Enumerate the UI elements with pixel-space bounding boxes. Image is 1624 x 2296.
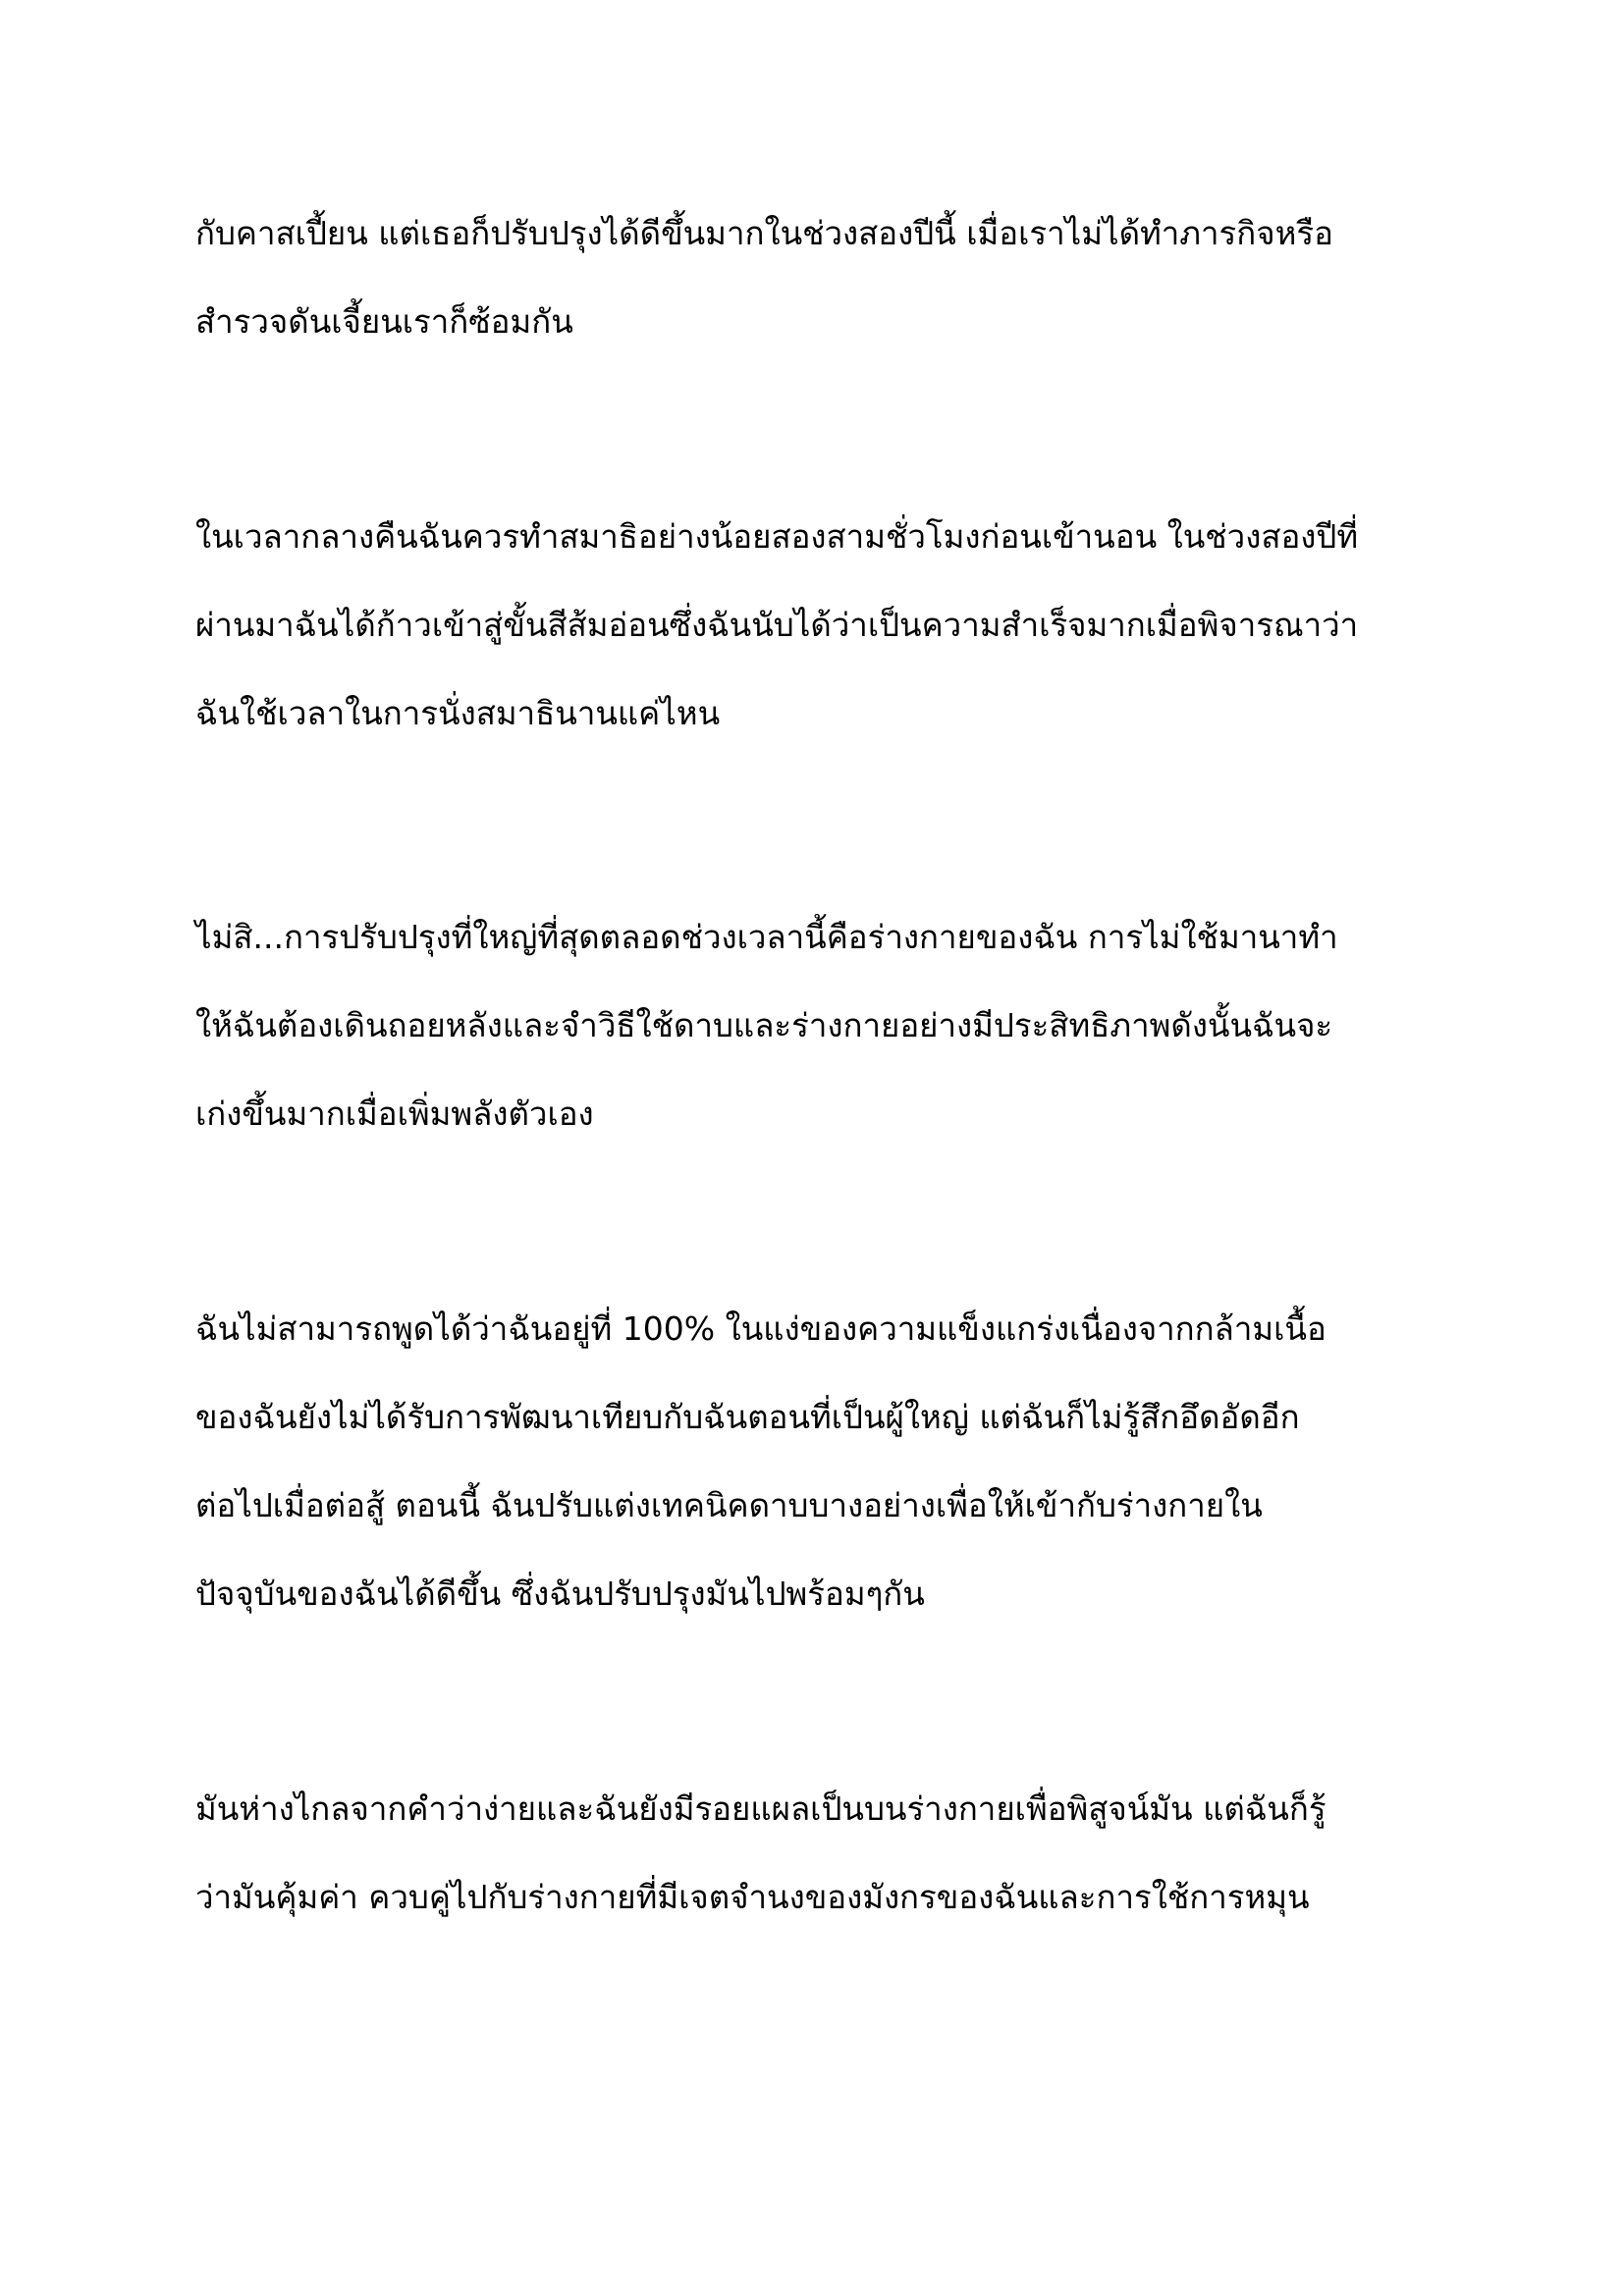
paragraph-3-line-1: ไม่สิ...การปรับปรุงที่ใหญ่ที่สุดตลอดช่วงเวลานี้คือร่างกายของฉัน การไม่ใช้มานาทำ [195, 918, 1338, 956]
paragraph-5-line-2: ว่ามันคุ้มค่า ควบคู่ไปกับร่างกายที่มีเจตจำนงของมังกรของฉันและการใช้การหมุน [195, 1878, 1310, 1916]
paragraph-4-line-1: ฉันไม่สามารถพูดได้ว่าฉันอยู่ที่ 100% ในแง่ของความแข็งแกร่งเนื่องจากกล้ามเนื้อ [195, 1309, 1326, 1348]
paragraph-3-line-3: เก่งขึ้นมากเมื่อเพิ่มพลังตัวเอง [195, 1095, 594, 1133]
paragraph-2-line-3: ฉันใช้เวลาในการนั่งสมาธินานแค่ไหน [195, 694, 721, 732]
paragraph-3-line-2: ให้ฉันต้องเดินถอยหลังและจำวิธีใช้ดาบและร่างกายอย่างมีประสิทธิภาพดังนั้นฉันจะ [195, 1006, 1333, 1044]
paragraph-4-line-3: ต่อไปเมื่อต่อสู้ ตอนนี้ ฉันปรับแต่งเทคนิคดาบบางอย่างเพื่อให้เข้ากับร่างกายใน [195, 1486, 1263, 1524]
paragraph-1-line-1: กับคาสเปี้ยน แต่เธอก็ปรับปรุงได้ดีขึ้นมากในช่วงสองปีนี้ เมื่อเราไม่ได้ทำภารกิจหรือ [195, 214, 1333, 252]
paragraph-4-line-4: ปัจจุบันของฉันได้ดีขึ้น ซึ่งฉันปรับปรุงมันไปพร้อมๆกัน [195, 1575, 925, 1613]
paragraph-4-line-2: ของฉันยังไม่ได้รับการพัฒนาเทียบกับฉันตอนที่เป็นผู้ใหญ่ แต่ฉันก็ไม่รู้สึกอึดอัดอีก [195, 1398, 1300, 1436]
paragraph-2-line-1: ในเวลากลางคืนฉันควรทำสมาธิอย่างน้อยสองสามชั่วโมงก่อนเข้านอน ในช่วงสองปีที่ [195, 517, 1359, 556]
paragraph-2-line-2: ผ่านมาฉันได้ก้าวเข้าสู่ขั้นสีส้มอ่อนซึ่งฉันนับได้ว่าเป็นความสำเร็จมากเมื่อพิจารณาว่า [195, 606, 1359, 644]
paragraph-5-line-1: มันห่างไกลจากคำว่าง่ายและฉันยังมีรอยแผลเป็นบนร่างกายเพื่อพิสูจน์มัน แต่ฉันก็รู้ [195, 1789, 1326, 1828]
paragraph-1-line-2: สำรวจดันเจี้ยนเราก็ซ้อมกัน [195, 302, 573, 341]
